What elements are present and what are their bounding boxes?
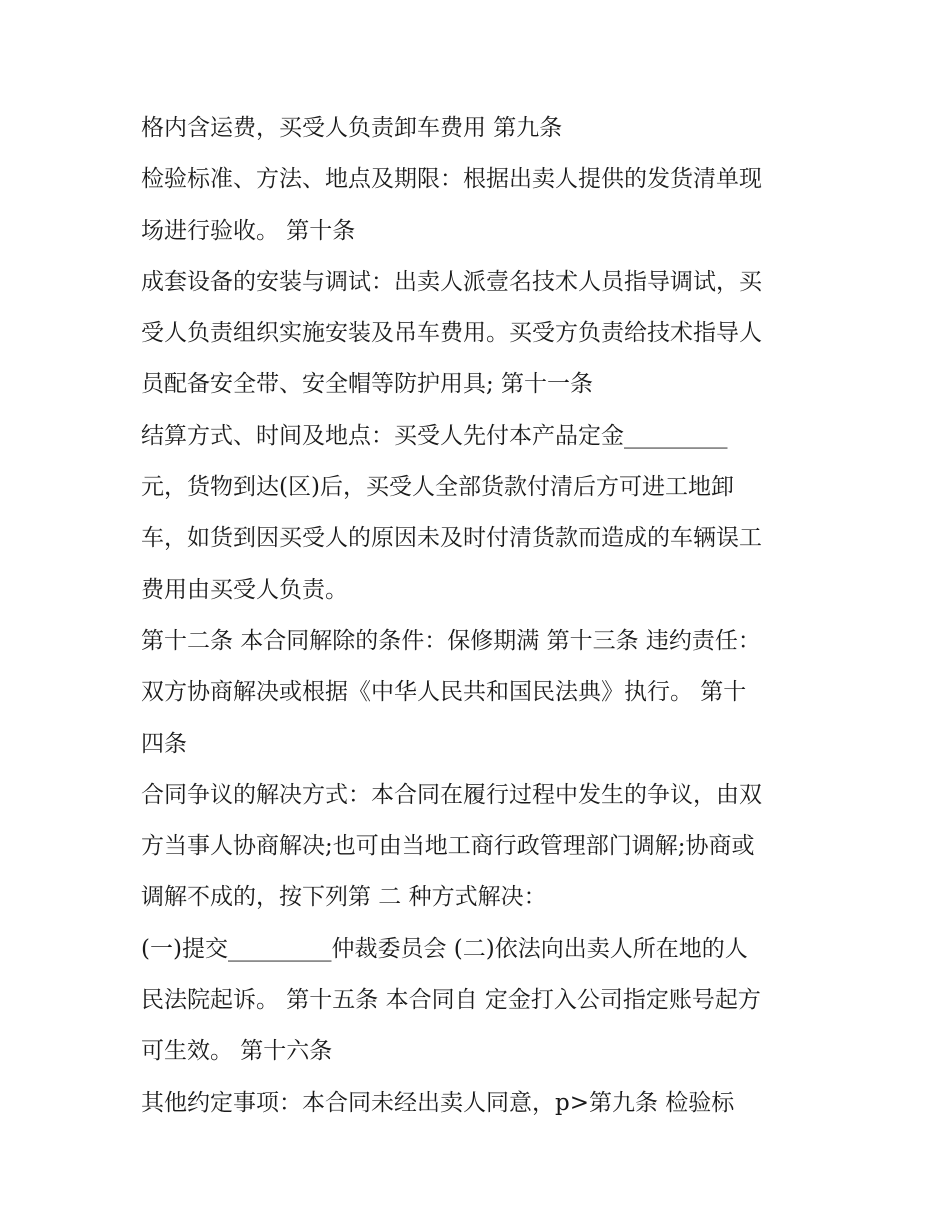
text-line: 场进行验收。 第十条 xyxy=(141,217,356,244)
text-line: 结算方式、时间及地点：买受人先付本产品定金_________ xyxy=(141,422,728,449)
text-line: 成套设备的安装与调试：出卖人派壹名技术人员指导调试，买 xyxy=(141,268,762,295)
text-line: 调解不成的，按下列第 二 种方式解决： xyxy=(141,884,547,911)
text-line: 检验标准、方法、地点及期限：根据出卖人提供的发货清单现 xyxy=(141,166,762,193)
text-line: 可生效。 第十六条 xyxy=(141,1038,333,1065)
text-line: 车，如货到因买受人的原因未及时付清货款而造成的车辆误工 xyxy=(141,525,762,552)
text-line: 方当事人协商解决;也可由当地工商行政管理部门调解;协商或 xyxy=(141,833,755,860)
text-line: 其他约定事项：本合同未经出卖人同意，p>第九条 检验标 xyxy=(141,1089,735,1116)
text-line: 合同争议的解决方式：本合同在履行过程中发生的争议，由双 xyxy=(141,781,762,808)
text-line: 费用由买受人负责。 xyxy=(141,576,348,603)
text-line: 四条 xyxy=(141,730,187,757)
text-line: 民法院起诉。 第十五条 本合同自 定金打入公司指定账号起方 xyxy=(141,987,761,1014)
text-line: 双方协商解决或根据《中华人民共和国民法典》执行。 第十 xyxy=(141,679,747,706)
text-line: 元，货物到达(区)后，买受人全部货款付清后方可进工地卸 xyxy=(141,474,734,501)
text-line: 员配备安全带、安全帽等防护用具; 第十一条 xyxy=(141,371,594,398)
text-line: (一)提交_________仲裁委员会 (二)依法向出卖人所在地的人 xyxy=(141,935,748,962)
contract-text xyxy=(141,110,821,1136)
text-line: 第十二条 本合同解除的条件：保修期满 第十三条 违约责任： xyxy=(141,627,761,654)
text-line: 格内含运费，买受人负责卸车费用 第九条 xyxy=(141,115,563,141)
text-line: 受人负责组织实施安装及吊车费用。买受方负责给技术指导人 xyxy=(141,320,762,347)
